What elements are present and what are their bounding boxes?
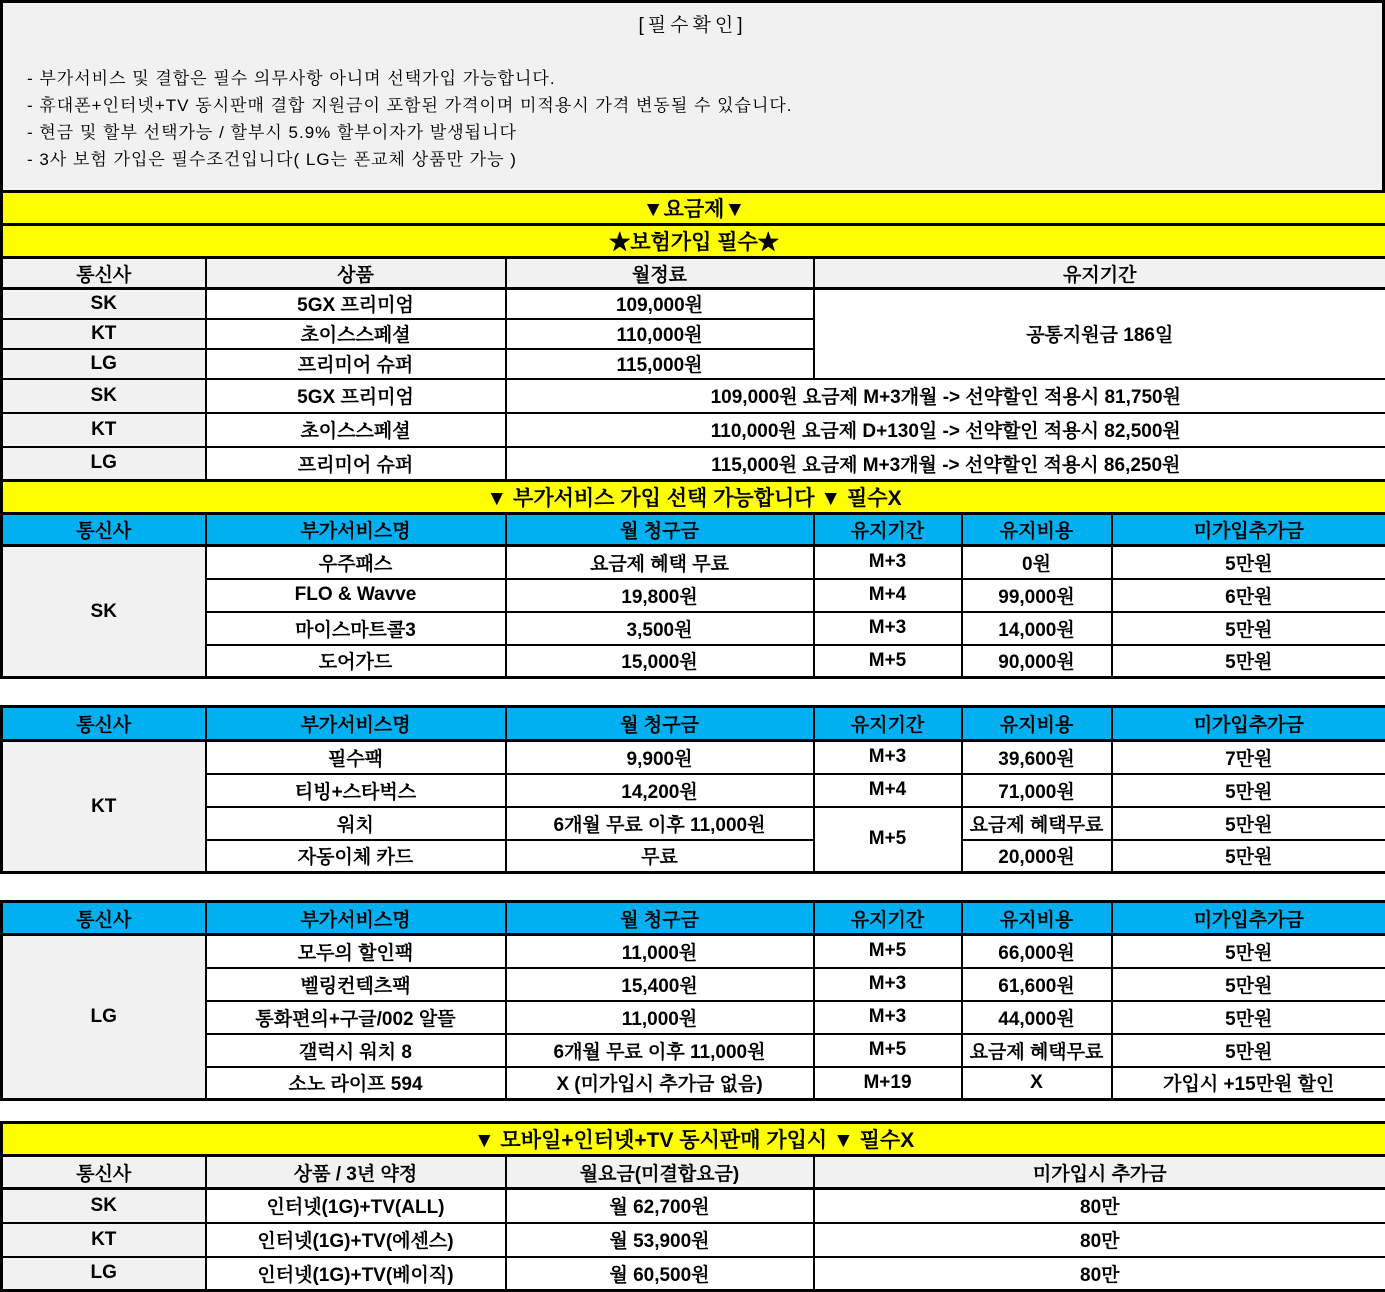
carrier-cell: KT <box>2 413 206 447</box>
bundle-product-cell: 인터넷(1G)+TV(베이직) <box>206 1257 506 1291</box>
table-row <box>2 741 1385 774</box>
retention-period-cell: M+3 <box>814 1001 962 1034</box>
monthly-charge-cell: X (미가입시 추가금 없음) <box>506 1067 814 1100</box>
monthly-charge-cell: 3,500원 <box>506 612 814 645</box>
carrier-cell: LG <box>2 1257 206 1291</box>
carrier-cell: SK <box>2 546 206 678</box>
monthly-charge-cell: 9,900원 <box>506 741 814 774</box>
table-row <box>2 413 1385 447</box>
column-header-retention-cost: 유지비용 <box>962 902 1112 935</box>
service-name-cell: FLO & Wavve <box>206 579 506 612</box>
penalty-cell: 가입시 +15만원 할인 <box>1112 1067 1385 1100</box>
product-cell: 프리미어 슈퍼 <box>206 349 506 379</box>
notice-title: [필수확인] <box>638 15 747 36</box>
table-row <box>2 645 1385 678</box>
retention-period-cell: M+4 <box>814 774 962 807</box>
service-name-cell: 소노 라이프 594 <box>206 1067 506 1100</box>
bundle-product-cell: 인터넷(1G)+TV(에센스) <box>206 1223 506 1257</box>
banner-bundle: ▼ 모바일+인터넷+TV 동시판매 가입시 ▼ 필수X <box>2 1123 1385 1156</box>
section-gap <box>0 874 1385 900</box>
addon-table-lg <box>0 900 1385 1101</box>
column-header-carrier: 통신사 <box>2 1156 206 1189</box>
retention-period-cell: M+5 <box>814 807 962 873</box>
monthly-charge-cell: 무료 <box>506 840 814 873</box>
retention-period-cell: M+19 <box>814 1067 962 1100</box>
column-header-carrier: 통신사 <box>2 258 206 289</box>
service-name-cell: 벨링컨텍츠팩 <box>206 968 506 1001</box>
column-header-monthly-charge: 월 청구금 <box>506 707 814 741</box>
carrier-cell: SK <box>2 379 206 413</box>
retention-period-cell: M+3 <box>814 546 962 579</box>
bundle-penalty-cell: 80만 <box>814 1189 1385 1223</box>
bundle-fee-cell: 월 60,500원 <box>506 1257 814 1291</box>
monthly-fee-cell: 109,000원 <box>506 289 814 319</box>
column-header-service-name: 부가서비스명 <box>206 514 506 546</box>
column-header-carrier: 통신사 <box>2 514 206 546</box>
monthly-charge-cell: 6개월 무료 이후 11,000원 <box>506 1034 814 1067</box>
penalty-cell: 6만원 <box>1112 579 1385 612</box>
penalty-cell: 5만원 <box>1112 1034 1385 1067</box>
column-header-product: 상품 <box>206 258 506 289</box>
table-row <box>2 379 1385 413</box>
retention-cost-cell: 0원 <box>962 546 1112 579</box>
column-header-bundle-fee: 월요금(미결합요금) <box>506 1156 814 1189</box>
column-header-retention-cost: 유지비용 <box>962 707 1112 741</box>
product-cell: 5GX 프리미엄 <box>206 379 506 413</box>
plan-table <box>0 190 1385 679</box>
penalty-cell: 7만원 <box>1112 741 1385 774</box>
penalty-cell: 5만원 <box>1112 807 1385 840</box>
column-header-service-name: 부가서비스명 <box>206 902 506 935</box>
retention-cost-cell: 14,000원 <box>962 612 1112 645</box>
retention-cost-cell: X <box>962 1067 1112 1100</box>
table-row <box>2 807 1385 840</box>
banner-rate-plans: ▼요금제▼ <box>2 192 1385 225</box>
bundle-table <box>0 1121 1385 1292</box>
penalty-cell: 5만원 <box>1112 935 1385 968</box>
notice-line: - 현금 및 할부 선택가능 / 할부시 5.9% 할부이자가 발생됩니다 <box>27 123 517 142</box>
penalty-cell: 5만원 <box>1112 968 1385 1001</box>
retention-cost-cell: 요금제 혜택무료 <box>962 807 1112 840</box>
discount-detail-cell: 109,000원 요금제 M+3개월 -> 선약할인 적용시 81,750원 <box>506 379 1385 413</box>
service-name-cell: 워치 <box>206 807 506 840</box>
product-cell: 5GX 프리미엄 <box>206 289 506 319</box>
retention-cost-cell: 20,000원 <box>962 840 1112 873</box>
carrier-cell: LG <box>2 349 206 379</box>
carrier-cell: LG <box>2 935 206 1100</box>
table-row <box>2 447 1385 481</box>
notice-line: - 부가서비스 및 결합은 필수 의무사항 아니며 선택가입 가능합니다. <box>27 69 556 88</box>
notice-line: - 휴대폰+인터넷+TV 동시판매 결합 지원금이 포함된 가격이며 미적용시 가격 변동될 수 있습니다. <box>27 96 793 115</box>
retention-period-cell: M+5 <box>814 645 962 678</box>
bundle-product-cell: 인터넷(1G)+TV(ALL) <box>206 1189 506 1223</box>
service-name-cell: 도어가드 <box>206 645 506 678</box>
carrier-cell: KT <box>2 741 206 873</box>
banner-insurance-required: ★보험가입 필수★ <box>2 225 1385 258</box>
product-cell: 프리미어 슈퍼 <box>206 447 506 481</box>
retention-period-cell: M+5 <box>814 1034 962 1067</box>
bundle-fee-cell: 월 53,900원 <box>506 1223 814 1257</box>
service-name-cell: 모두의 할인팩 <box>206 935 506 968</box>
discount-detail-cell: 110,000원 요금제 D+130일 -> 선약할인 적용시 82,500원 <box>506 413 1385 447</box>
table-row <box>2 612 1385 645</box>
column-header-carrier: 통신사 <box>2 707 206 741</box>
retention-period-cell: M+4 <box>814 579 962 612</box>
carrier-cell: LG <box>2 447 206 481</box>
monthly-charge-cell: 요금제 혜택 무료 <box>506 546 814 579</box>
retention-cost-cell: 요금제 혜택무료 <box>962 1034 1112 1067</box>
retention-cost-cell: 90,000원 <box>962 645 1112 678</box>
retention-cost-cell: 39,600원 <box>962 741 1112 774</box>
column-header-penalty: 미가입추가금 <box>1112 902 1385 935</box>
retention-period-cell: M+3 <box>814 741 962 774</box>
column-header-retention-period: 유지기간 <box>814 514 962 546</box>
product-cell: 초이스스페셜 <box>206 413 506 447</box>
column-header-retention: 유지기간 <box>814 258 1385 289</box>
column-header-retention-cost: 유지비용 <box>962 514 1112 546</box>
carrier-cell: KT <box>2 1223 206 1257</box>
penalty-cell: 5만원 <box>1112 612 1385 645</box>
section-gap <box>0 1101 1385 1121</box>
monthly-charge-cell: 19,800원 <box>506 579 814 612</box>
monthly-charge-cell: 15,000원 <box>506 645 814 678</box>
table-row <box>2 1067 1385 1100</box>
discount-detail-cell: 115,000원 요금제 M+3개월 -> 선약할인 적용시 86,250원 <box>506 447 1385 481</box>
carrier-cell: SK <box>2 289 206 319</box>
monthly-charge-cell: 11,000원 <box>506 935 814 968</box>
table-row <box>2 1257 1385 1291</box>
retention-cost-cell: 71,000원 <box>962 774 1112 807</box>
column-header-monthly-charge: 월 청구금 <box>506 514 814 546</box>
monthly-charge-cell: 15,400원 <box>506 968 814 1001</box>
retention-cell: 공통지원금 186일 <box>814 289 1385 379</box>
table-row <box>2 1223 1385 1257</box>
notice-line: - 3사 보험 가입은 필수조건입니다( LG는 폰교체 상품만 가능 ) <box>27 150 517 169</box>
table-row <box>2 1189 1385 1223</box>
column-header-carrier: 통신사 <box>2 902 206 935</box>
service-name-cell: 통화편의+구글/002 알뜰 <box>206 1001 506 1034</box>
monthly-fee-cell: 110,000원 <box>506 319 814 349</box>
bundle-penalty-cell: 80만 <box>814 1257 1385 1291</box>
table-row <box>2 935 1385 968</box>
service-name-cell: 자동이체 카드 <box>206 840 506 873</box>
carrier-cell: SK <box>2 1189 206 1223</box>
bundle-penalty-cell: 80만 <box>814 1223 1385 1257</box>
product-cell: 초이스스페셜 <box>206 319 506 349</box>
column-header-monthly-fee: 월정료 <box>506 258 814 289</box>
monthly-fee-cell: 115,000원 <box>506 349 814 379</box>
service-name-cell: 티빙+스타벅스 <box>206 774 506 807</box>
service-name-cell: 우주패스 <box>206 546 506 579</box>
penalty-cell: 5만원 <box>1112 645 1385 678</box>
banner-addon-optional: ▼ 부가서비스 가입 선택 가능합니다 ▼ 필수X <box>2 481 1385 514</box>
column-header-bundle-product: 상품 / 3년 약정 <box>206 1156 506 1189</box>
penalty-cell: 5만원 <box>1112 546 1385 579</box>
addon-table-kt <box>0 705 1385 874</box>
bundle-fee-cell: 월 62,700원 <box>506 1189 814 1223</box>
table-row <box>2 289 1385 319</box>
penalty-cell: 5만원 <box>1112 774 1385 807</box>
table-row <box>2 1034 1385 1067</box>
retention-cost-cell: 44,000원 <box>962 1001 1112 1034</box>
table-row <box>2 546 1385 579</box>
retention-cost-cell: 61,600원 <box>962 968 1112 1001</box>
column-header-retention-period: 유지기간 <box>814 902 962 935</box>
carrier-cell: KT <box>2 319 206 349</box>
retention-period-cell: M+3 <box>814 612 962 645</box>
table-row <box>2 968 1385 1001</box>
table-row <box>2 774 1385 807</box>
notice-box <box>0 0 1385 190</box>
penalty-cell: 5만원 <box>1112 1001 1385 1034</box>
retention-cost-cell: 99,000원 <box>962 579 1112 612</box>
monthly-charge-cell: 6개월 무료 이후 11,000원 <box>506 807 814 840</box>
column-header-monthly-charge: 월 청구금 <box>506 902 814 935</box>
retention-period-cell: M+3 <box>814 968 962 1001</box>
penalty-cell: 5만원 <box>1112 840 1385 873</box>
retention-period-cell: M+5 <box>814 935 962 968</box>
retention-cost-cell: 66,000원 <box>962 935 1112 968</box>
table-row <box>2 1001 1385 1034</box>
monthly-charge-cell: 11,000원 <box>506 1001 814 1034</box>
column-header-penalty: 미가입추가금 <box>1112 707 1385 741</box>
service-name-cell: 마이스마트콜3 <box>206 612 506 645</box>
table-row <box>2 579 1385 612</box>
column-header-service-name: 부가서비스명 <box>206 707 506 741</box>
table-row <box>2 840 1385 873</box>
column-header-bundle-penalty: 미가입시 추가금 <box>814 1156 1385 1189</box>
service-name-cell: 갤럭시 워치 8 <box>206 1034 506 1067</box>
column-header-retention-period: 유지기간 <box>814 707 962 741</box>
monthly-charge-cell: 14,200원 <box>506 774 814 807</box>
notice-lines <box>3 65 1382 173</box>
service-name-cell: 필수팩 <box>206 741 506 774</box>
column-header-penalty: 미가입추가금 <box>1112 514 1385 546</box>
section-gap <box>0 679 1385 705</box>
